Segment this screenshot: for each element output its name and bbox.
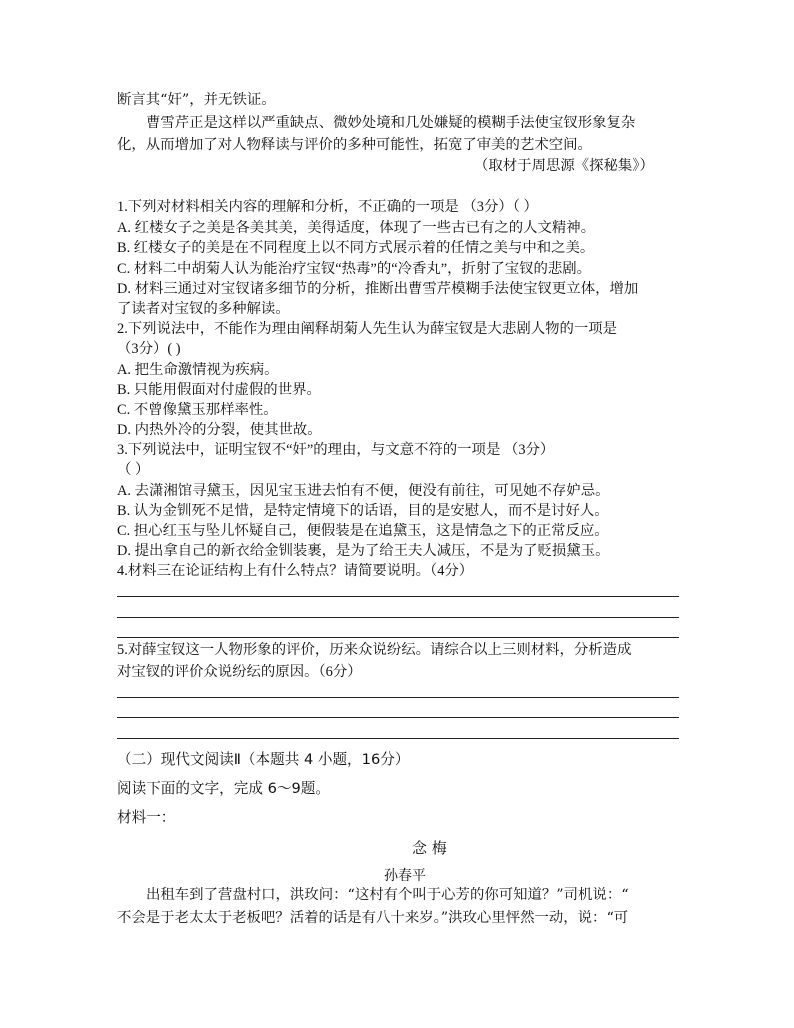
question-4-answer-line-2[interactable] — [117, 617, 679, 618]
question-2-option-b: B. 只能用假面对付虚假的世界。 — [117, 382, 321, 398]
question-3-answer-paren: （ ） — [117, 462, 150, 478]
question-3-option-a: A. 去潇湘馆寻黛玉，因见宝玉进去怕有不便，便没有前往，可见她不存妒忌。 — [117, 483, 610, 499]
passage-end-line-2: 曹雪芹正是这样以严重缺点、微妙处境和几处嫌疑的模糊手法使宝钗形象复杂 — [146, 115, 636, 131]
passage-source: （取材于周思源《探秘集》） — [474, 158, 654, 174]
question-1-option-b: B. 红楼女子的美是在不同程度上以不同方式展示着的任情之美与中和之美。 — [117, 240, 595, 256]
question-2-option-c: C. 不曾像黛玉那样率性。 — [117, 402, 278, 418]
question-3-option-b: B. 认为金钏死不足惜，是特定情境下的话语，目的是安慰人，而不是讨好人。 — [117, 503, 609, 519]
question-1-option-a: A. 红楼女子之美是各美其美，美得适度，体现了一些古已有之的人文精神。 — [117, 220, 596, 236]
question-4-answer-line-1[interactable] — [117, 596, 679, 597]
question-3-option-c: C. 担心红玉与坠儿怀疑自己，便假装是在追黛玉，这是情急之下的正常反应。 — [117, 523, 609, 539]
question-2-stem-line-2: （3分）( ) — [117, 341, 181, 357]
question-2-stem-line-1: 2.下列说法中，不能作为理由阐释胡菊人先生认为薛宝钗是大悲剧人物的一项是 — [117, 321, 618, 337]
question-1-option-d-line-1: D. 材料三通过对宝钗诸多细节的分析，推断出曹雪芹模糊手法使宝钗更立体，增加 — [117, 281, 639, 297]
question-5-answer-line-3[interactable] — [117, 738, 679, 739]
passage-end-line-3: 化，从而增加了对人物释读与评价的多种可能性，拓宽了审美的艺术空间。 — [117, 137, 592, 153]
question-3-option-d: D. 提出拿自己的新衣给金钏装裹，是为了给王夫人减压，不是为了贬损黛玉。 — [117, 543, 610, 559]
material-one-label: 材料一： — [117, 809, 176, 826]
question-1-option-c: C. 材料二中胡菊人认为能治疗宝钗“热毒”的“冷香丸”，折射了宝钗的悲剧。 — [117, 261, 592, 277]
question-5-stem-line-2: 对宝钗的评价众说纷纭的原因。（6分） — [117, 664, 362, 680]
question-2-option-a: A. 把生命激情视为疾病。 — [117, 362, 279, 378]
story-line-1: 出租车到了营盘村口，洪玫问：“这村有个叫于心芳的你可知道？”司机说：“ — [146, 887, 629, 903]
section-2-instruction: 阅读下面的文字，完成 6～9题。 — [117, 780, 330, 797]
question-5-answer-line-2[interactable] — [117, 717, 679, 718]
question-1-option-d-line-2: 了读者对宝钗的多种解读。 — [117, 301, 290, 317]
question-5-stem-line-1: 5.对薛宝钗这一人物形象的评价，历来众说纷纭。请综合以上三则材料，分析造成 — [117, 642, 632, 658]
question-3-stem: 3.下列说法中，证明宝钗不“奸”的理由，与文意不符的一项是 （3分） — [117, 442, 555, 458]
question-5-answer-line-1[interactable] — [117, 697, 679, 698]
question-2-option-d: D. 内热外冷的分裂，使其世故。 — [117, 422, 322, 438]
question-1-stem: 1.下列对材料相关内容的理解和分析，不正确的一项是 （3分）（ ） — [117, 199, 538, 215]
story-author: 孙春平 — [384, 868, 426, 884]
story-title: 念 梅 — [412, 839, 447, 857]
question-4-stem: 4.材料三在论证结构上有什么特点？请简要说明。（4分） — [117, 563, 474, 579]
story-line-2: 不会是于老太太于老板吧？活着的话是有八十来岁。”洪玫心里怦然一动，说：“可 — [117, 910, 629, 926]
section-2-heading: （二）现代文阅读Ⅱ（本题共 4 小题，16分） — [117, 751, 410, 768]
question-4-answer-line-3[interactable] — [117, 637, 679, 638]
passage-end-line-1: 断言其“奸”，并无铁证。 — [117, 92, 276, 108]
